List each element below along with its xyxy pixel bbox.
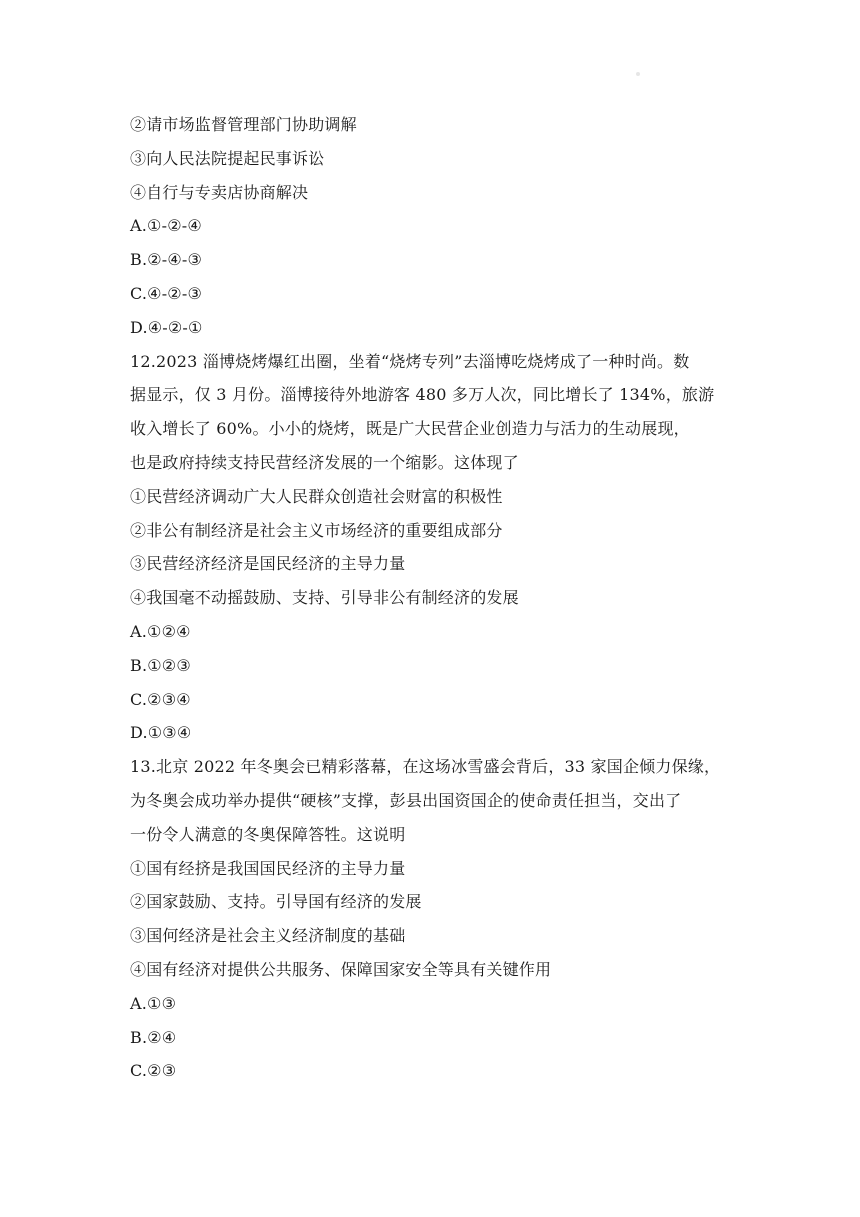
- q12-stem-line-4: 也是政府持续支持民营经济发展的一个缩影。这体现了: [130, 452, 519, 472]
- q13-choice-b: B.②④: [130, 1027, 177, 1047]
- scan-dot: [636, 72, 640, 76]
- q13-statement-1: ①国有经挤是我国国民经济的主导力量: [130, 858, 406, 878]
- q13-stem-line-1: 13.北京 2022 年冬奥会已精彩落幕，在这场冰雪盛会背后，33 家国企倾力保缘，: [130, 757, 721, 777]
- q12-choice-d: D.①③④: [130, 723, 192, 743]
- q13-choice-a: A.①③: [130, 993, 177, 1013]
- q12-stem-line-1: 12.2023 淄博烧烤爆红出圈，坐着“烧烤专列”去淄博吃烧烤成了一种时尚。数: [130, 351, 690, 371]
- q12-stem-line-2: 据显示，仅 3 月份。淄博接待外地游客 480 多万人次，同比增长了 134%，旅游: [130, 385, 715, 405]
- page-content: [130, 108, 750, 1088]
- q12-choice-b: B.①②③: [130, 655, 191, 675]
- q12-choice-a: A.①②④: [130, 621, 191, 641]
- q13-stem-line-2: 为冬奥会成功举办提供“硬核”支撑，彭县出国资国企的使命责任担当，交出了: [130, 790, 682, 810]
- q12-stem-line-3: 收入增长了 60%。小小的烧烤，既是广大民营企业创造力与活力的生动展现，: [130, 419, 690, 439]
- q12-statement-3: ③民营经济经济是国民经济的主导力量: [130, 554, 406, 574]
- q12-choice-c: C.②③④: [130, 689, 191, 709]
- question-13: [130, 750, 750, 1088]
- q12-statement-1: ①民营经济调动广大人民群众创造社会财富的积极性: [130, 486, 503, 506]
- q11-choice-c: C.④-②-③: [130, 283, 203, 303]
- q11-choice-d: D.④-②-①: [130, 317, 203, 337]
- q13-statement-2: ②国家鼓励、支持。引导国有经济的发展: [130, 892, 422, 912]
- q12-statement-4: ④我国毫不动摇鼓励、支持、引导非公有制经济的发展: [130, 588, 519, 608]
- q13-statement-4: ④国有经济对提供公共服务、保障国家安全等具有关键作用: [130, 959, 552, 979]
- q11-option-2: ②请市场监督管理部门协助调解: [130, 115, 357, 134]
- q13-choice-c: C.②③: [130, 1061, 177, 1081]
- q11-choice-a: A.①-②-④: [130, 216, 202, 236]
- question-12: [130, 345, 750, 751]
- q11-option-4: ④自行与专卖店协商解决: [130, 182, 309, 202]
- q12-statement-2: ②非公有制经济是社会主义市场经济的重要组成部分: [130, 520, 503, 540]
- q11-option-3: ③向人民法院提起民事诉讼: [130, 148, 325, 168]
- q13-statement-3: ③国何经济是社会主义经济制度的基础: [130, 926, 406, 946]
- q13-stem-line-3: 一份令人满意的冬奥保障答牲。这说明: [130, 824, 406, 844]
- q11-choice-b: B.②-④-③: [130, 250, 203, 270]
- question-11-continued: [130, 108, 750, 345]
